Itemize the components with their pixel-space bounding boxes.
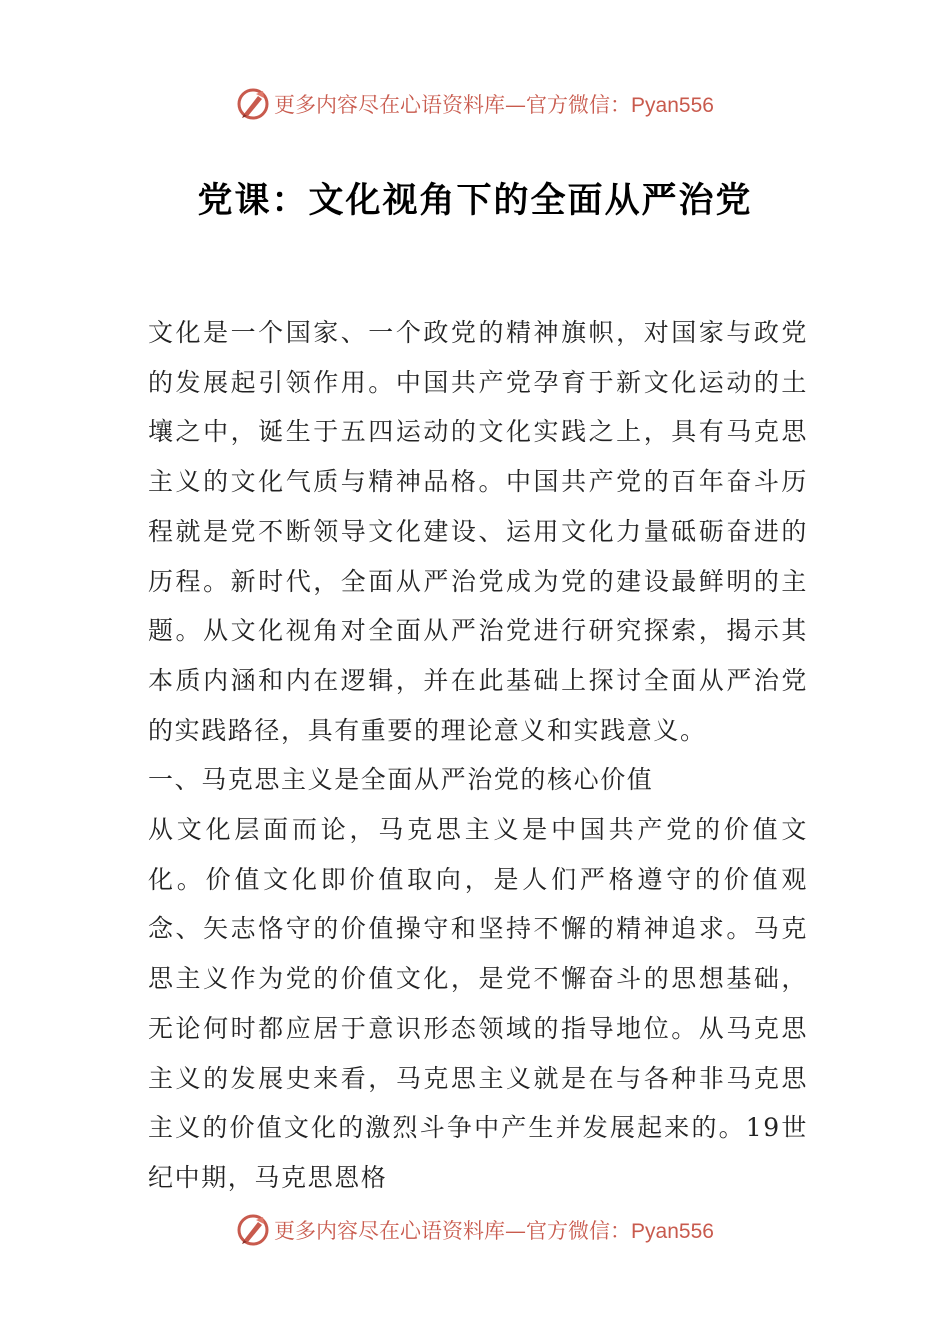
document-title: 党课：文化视角下的全面从严治党 <box>197 181 753 221</box>
document-body <box>148 308 808 1203</box>
pen-logo-icon <box>236 1213 270 1247</box>
pen-logo-icon <box>236 87 270 121</box>
watermark-text: 更多内容尽在心语资料库—官方微信：Pyan556 <box>274 1219 714 1243</box>
watermark-text: 更多内容尽在心语资料库—官方微信：Pyan556 <box>274 93 714 117</box>
intro-paragraph: 文化是一个国家、一个政党的精神旗帜，对国家与政党的发展起引领作用。中国共产党孕育于新文化运动的土壤之中，诞生于五四运动的文化实践之上，具有马克思主义的文化气质与精神品格。中国共产党的百年奋斗历程就是党不断领导文化建设、运用文化力量砥砺奋进的历程。新时代，全面从严治党成为党的建设最鲜明的主题。从文化视角对全面从严治党进行研究探索，揭示其本质内涵和内在逻辑，并在此基础上探讨全面从严治党的实践路径，具有重要的理论意义和实践意义。 <box>148 318 808 745</box>
section-heading: 一、马克思主义是全面从严治党的核心价值 <box>148 765 654 795</box>
header-watermark <box>0 84 950 124</box>
footer-watermark <box>0 1210 950 1250</box>
body-paragraph: 从文化层面而论，马克思主义是中国共产党的价值文化。价值文化即价值取向，是人们严格遵守的价值观念、矢志恪守的价值操守和坚持不懈的精神追求。马克思主义作为党的价值文化，是党不懈奋斗的思想基础，无论何时都应居于意识形态领域的指导地位。从马克思主义的发展史来看，马克思主义就是在与各种非马克思主义的价值文化的激烈斗争中产生并发展起来的。19世纪中期，马克思恩格 <box>148 815 808 1192</box>
